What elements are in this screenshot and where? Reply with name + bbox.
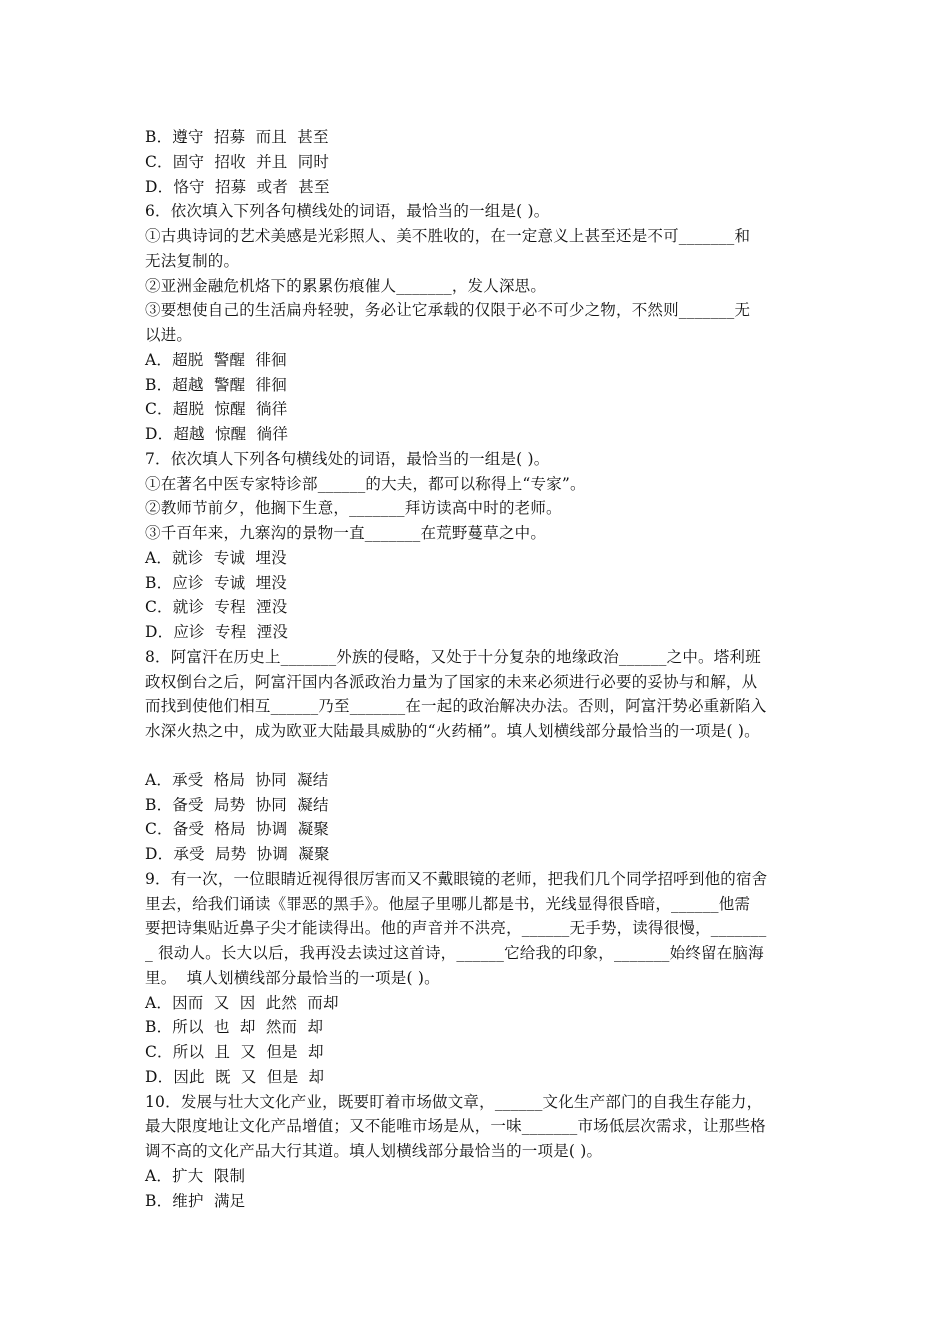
- question-9-stem: 9．有一次，一位眼睛近视得很厉害而又不戴眼镜的老师，把我们几个同学招呼到他的宿舍: [145, 869, 768, 888]
- question-text-line: 里去，给我们诵读《罪恶的黑手》。他屋子里哪儿都是书，光线显得很昏暗，______他需: [145, 894, 751, 913]
- question-text-line: 里。 填人划横线部分最恰当的一项是( )。: [145, 968, 440, 987]
- option-line: A．就诊 专诚 埋没: [145, 548, 287, 567]
- question-text-line: ②亚洲金融危机烙下的累累伤痕催人_______，发人深思。: [145, 276, 547, 295]
- question-text-line: 以进。: [145, 326, 193, 344]
- document-body: [145, 125, 825, 1213]
- option-line: B．备受 局势 协同 凝结: [145, 795, 329, 814]
- option-line: C．所以 且 又 但是 却: [145, 1043, 324, 1061]
- question-6-stem: 6．依次填入下列各句横线处的词语，最恰当的一组是( )。: [145, 202, 550, 221]
- option-line: B．应诊 专诚 埋没: [145, 573, 287, 592]
- question-text-line: 而找到使他们相互______乃至_______在一起的政治解决办法。否则，阿富汗势必重新陷入: [145, 697, 767, 716]
- question-text-line: 无法复制的。: [145, 251, 240, 270]
- question-text-line: 调不高的文化产品大行其道。填人划横线部分最恰当的一项是( )。: [145, 1142, 603, 1160]
- question-text-line: ②教师节前夕，他搁下生意，_______拜访读高中时的老师。: [145, 499, 562, 518]
- option-line: B．维护 满足: [145, 1191, 246, 1210]
- question-text-line: _ 很动人。长大以后，我再没去读过这首诗，______它给我的印象，_______始终留在脑海: [145, 944, 764, 962]
- option-line: C．备受 格局 协调 凝聚: [145, 820, 330, 839]
- option-line: D．因此 既 又 但是 却: [145, 1067, 325, 1086]
- question-10-stem: 10．发展与壮大文化产业，既要盯着市场做文章，______文化生产部门的自我生存能力，: [145, 1092, 763, 1111]
- question-text-line: ①在著名中医专家特诊部______的大夫，都可以称得上“专家”。: [145, 474, 586, 493]
- option-line: C．超脱 惊醒 徜徉: [145, 400, 288, 419]
- option-line: B．所以 也 却 然而 却: [145, 1018, 324, 1037]
- option-line: A．因而 又 因 此然 而却: [145, 993, 339, 1012]
- option-line: D．应诊 专程 湮没: [145, 623, 289, 641]
- option-line: A．超脱 警醒 徘徊: [145, 350, 287, 369]
- option-line: A．承受 格局 协同 凝结: [145, 770, 329, 789]
- question-text-line: ③千百年来，九寨沟的景物一直_______在荒野蔓草之中。: [145, 524, 547, 542]
- question-8-stem: 8．阿富汗在历史上_______外族的侵略，又处于十分复杂的地缘政治______之中。塔利班: [145, 647, 761, 666]
- option-line: C．固守 招收 并且 同时: [145, 152, 330, 171]
- option-line: A．扩大 限制: [145, 1166, 246, 1185]
- option-line: D．超越 惊醒 徜徉: [145, 425, 289, 443]
- question-text-line: ①古典诗词的艺术美感是光彩照人、美不胜收的，在一定意义上甚至还是不可_______和: [145, 227, 751, 245]
- question-text-line: 要把诗集贴近鼻子尖才能读得出。他的声音并不洪亮，______无手势，读得很慢，_______: [145, 919, 767, 938]
- question-text-line: 水深火热之中，成为欧亚大陆最具威胁的“火药桶”。填人划横线部分最恰当的一项是( )。: [145, 722, 760, 740]
- option-line: B．遵守 招募 而且 甚至: [145, 128, 329, 146]
- option-line: B．超越 警醒 徘徊: [145, 375, 287, 394]
- option-line: D．恪守 招募 或者 甚至: [145, 177, 330, 196]
- option-line: D．承受 局势 协调 凝聚: [145, 845, 330, 863]
- question-text-line: ③要想使自己的生活扁舟轻驶，务必让它承载的仅限于必不可少之物，不然则_______无: [145, 301, 751, 320]
- blank-line: [145, 744, 825, 768]
- question-text-line: 最大限度地让文化产品增值；又不能唯市场是从，一味_______市场低层次需求，让那些格: [145, 1117, 766, 1136]
- question-text-line: 政权倒台之后，阿富汗国内各派政治力量为了国家的未来必须进行必要的妥协与和解，从: [145, 672, 758, 691]
- option-line: C．就诊 专程 湮没: [145, 598, 288, 617]
- question-7-stem: 7．依次填人下列各句横线处的词语，最恰当的一组是( )。: [145, 449, 550, 468]
